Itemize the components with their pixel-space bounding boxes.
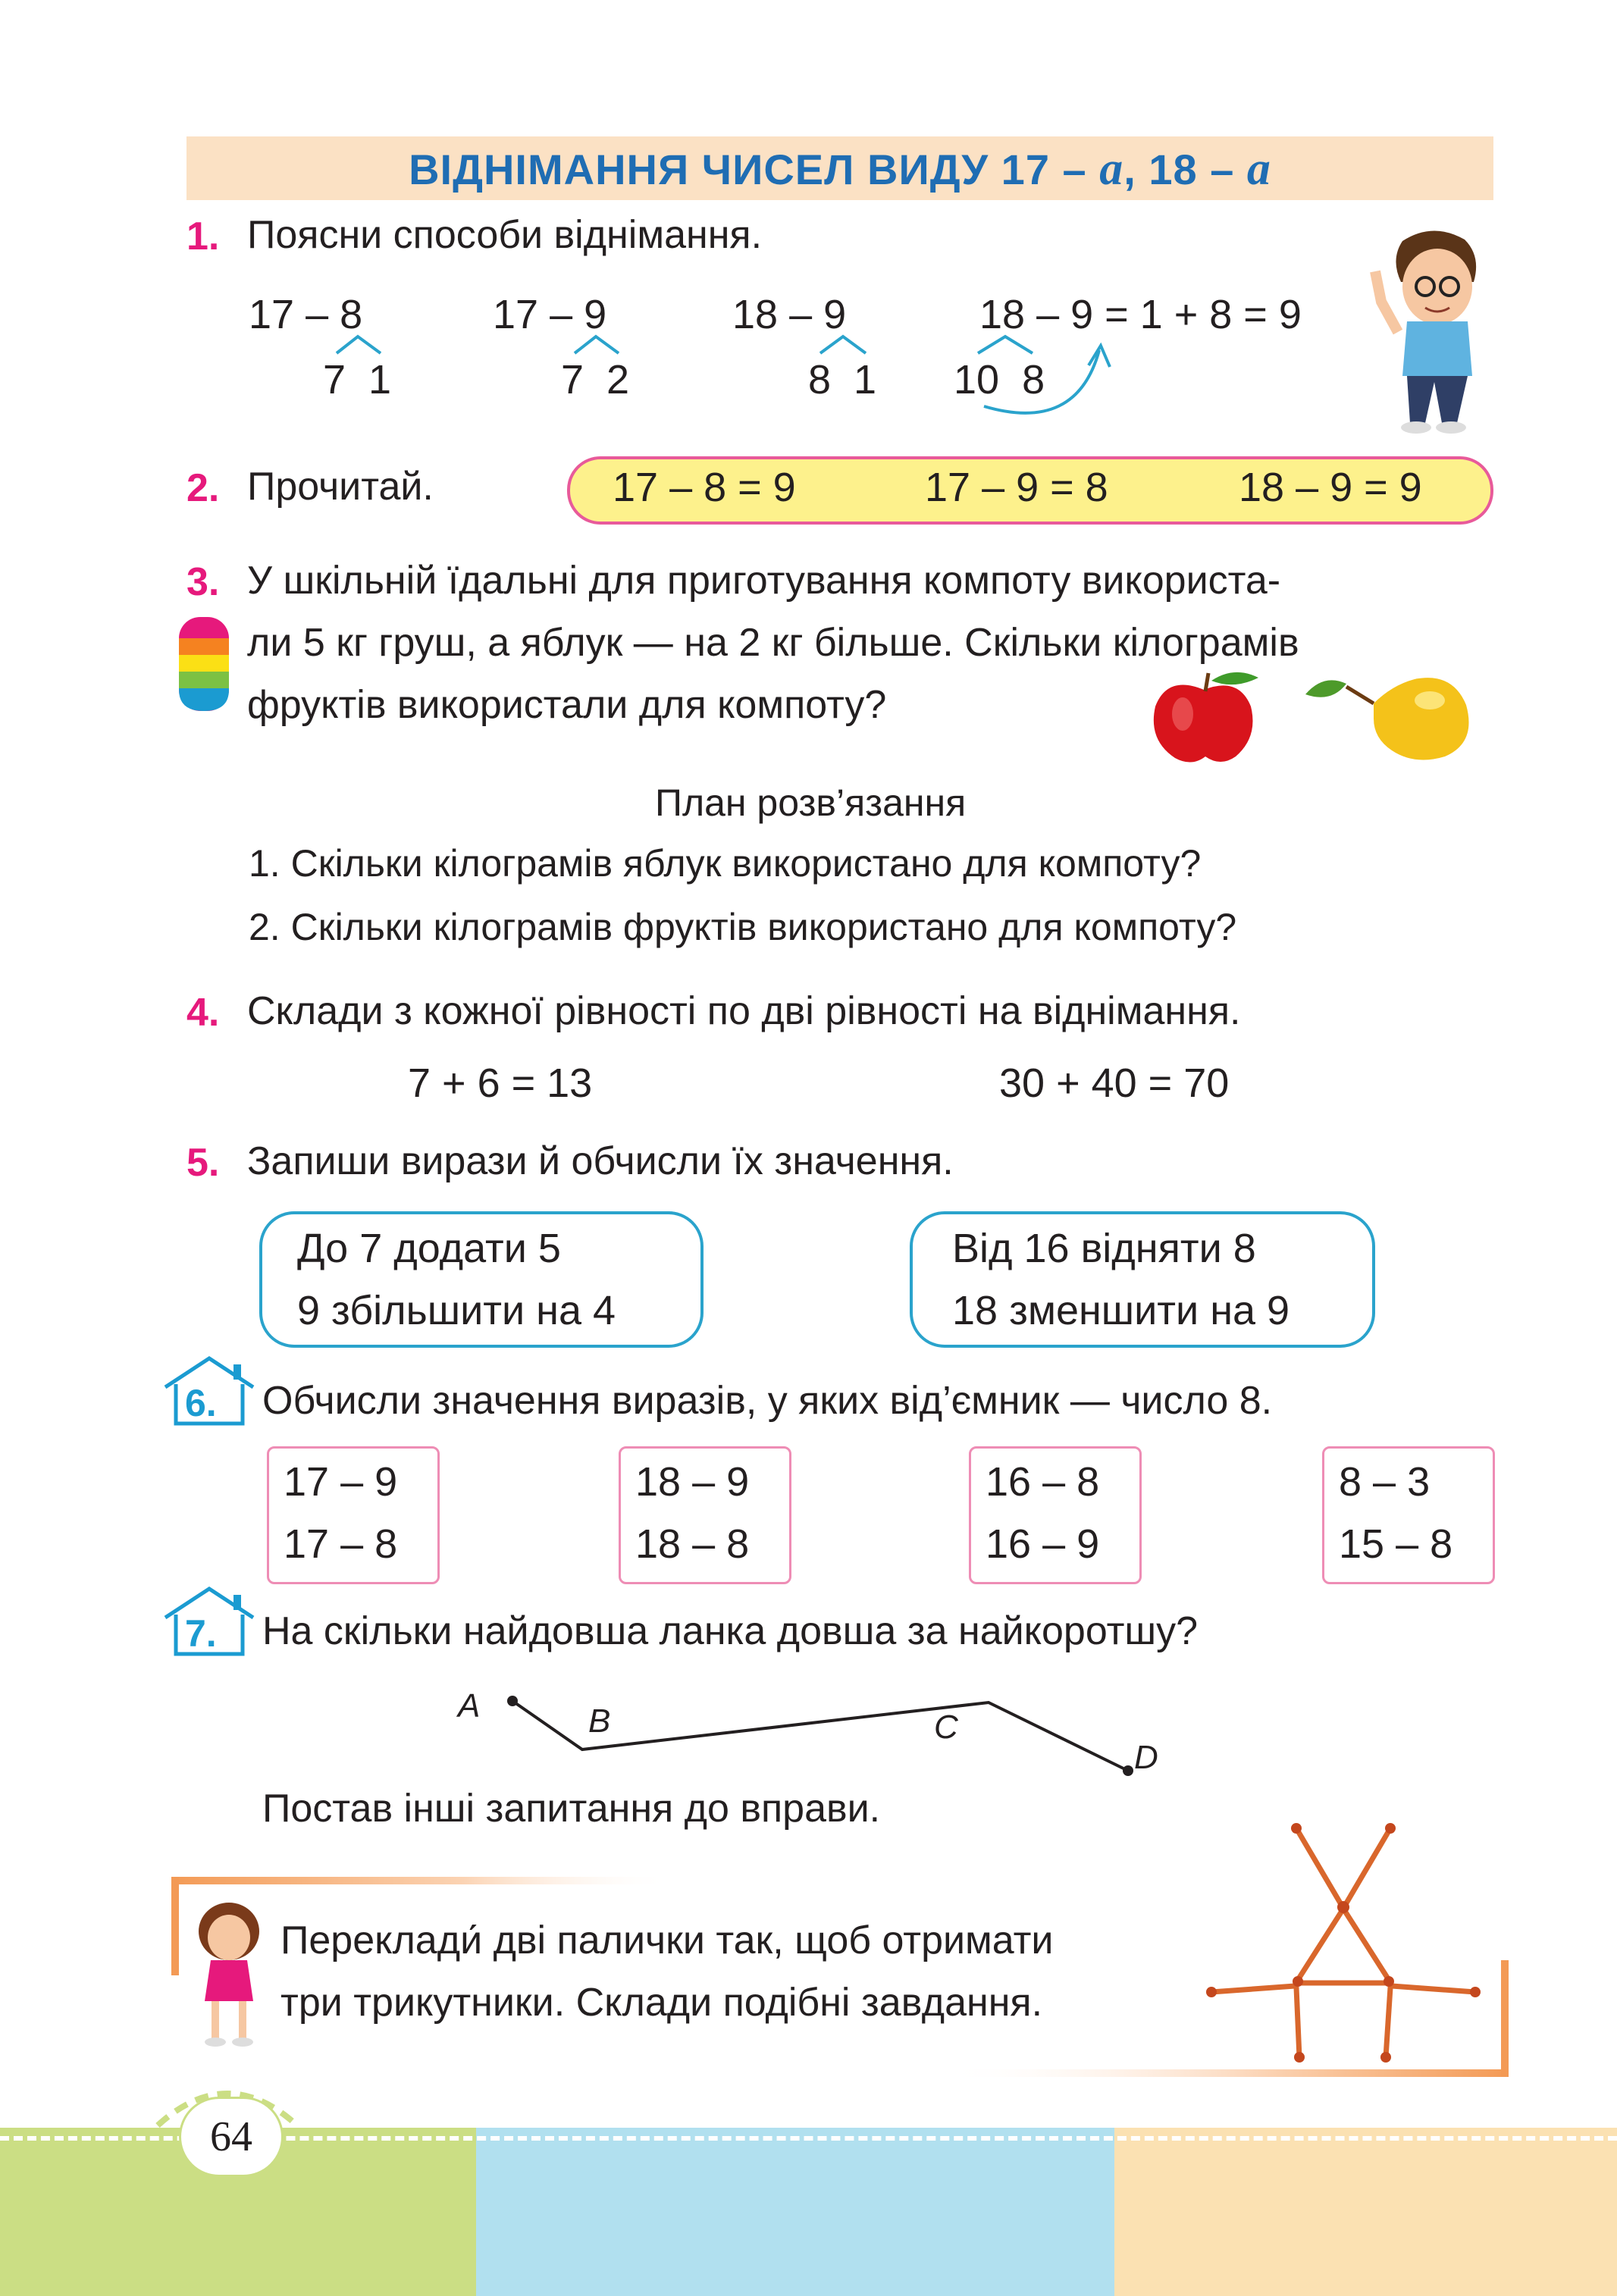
point-label: D bbox=[1134, 1739, 1158, 1776]
task-text: Обчисли значення виразів, у яких від’ємник — число 8. bbox=[262, 1379, 1273, 1423]
page-number: 64 bbox=[179, 2097, 284, 2177]
plan-step: 2. Скільки кілограмів фруктів використано для компоту? bbox=[249, 906, 1237, 948]
broken-line bbox=[0, 1668, 1617, 1789]
task-number: 5. bbox=[186, 1141, 220, 1185]
task-number: 1. bbox=[186, 215, 220, 258]
expression: 17 – 9 bbox=[284, 1459, 398, 1505]
girl-illustration bbox=[193, 1900, 265, 2048]
expression: 17 – 8 bbox=[249, 292, 363, 337]
task-number: 2. bbox=[186, 466, 220, 510]
puzzle-text: три трикутники. Склади подібні завдання. bbox=[280, 1981, 1043, 2025]
pear-icon bbox=[1301, 670, 1475, 763]
point-label: B bbox=[588, 1702, 611, 1740]
expression: 18 – 9 = 1 + 8 = 9 bbox=[979, 292, 1302, 337]
footer-band-orange bbox=[1114, 2128, 1617, 2296]
plan-step: 1. Скільки кілограмів яблук використано для компоту? bbox=[249, 842, 1202, 885]
apple-icon bbox=[1145, 667, 1266, 766]
footer-band-blue bbox=[476, 2128, 1114, 2296]
task-text: Склади з кожної рівності по дві рівності на віднімання. bbox=[247, 989, 1241, 1033]
boy-illustration bbox=[1368, 226, 1496, 435]
expression-phrase: Від 16 відняти 8 bbox=[952, 1226, 1256, 1271]
page-title: ВІДНІМАННЯ ЧИСЕЛ ВИДУ 17 – a, 18 – a bbox=[409, 143, 1271, 195]
matchstick-figure bbox=[1201, 1815, 1489, 2065]
task-text: Поясни способи віднімання. bbox=[247, 213, 763, 257]
task-number: 3. bbox=[186, 560, 220, 604]
expression: 17 – 9 bbox=[493, 292, 607, 337]
decomposition: 10 8 bbox=[954, 357, 1045, 403]
problem-line: У шкільній їдальні для приготування компоту використа- bbox=[247, 559, 1281, 603]
task-text: Прочитай. bbox=[247, 465, 434, 509]
expression: 17 – 8 bbox=[284, 1521, 398, 1567]
decomposition: 7 1 bbox=[323, 357, 392, 403]
decomposition: 7 2 bbox=[561, 357, 630, 403]
task-text: Запиши вирази й обчисли їх значення. bbox=[247, 1139, 954, 1183]
task-number: 7. bbox=[185, 1612, 217, 1655]
expression: 18 – 8 bbox=[635, 1521, 750, 1567]
expression: 8 – 3 bbox=[1339, 1459, 1431, 1505]
equation: 30 + 40 = 70 bbox=[999, 1060, 1230, 1106]
equation: 7 + 6 = 13 bbox=[408, 1060, 593, 1106]
expression-phrase: 18 зменшити на 9 bbox=[952, 1288, 1290, 1333]
extra-question: Постав інші запитання до вправи. bbox=[262, 1787, 881, 1831]
problem-line: ли 5 кг груш, а яблук — на 2 кг більше. Скільки кілограмів bbox=[247, 621, 1299, 665]
equation: 17 – 9 = 8 bbox=[925, 465, 1108, 510]
expression: 18 – 9 bbox=[732, 292, 847, 337]
problem-line: фруктів використали для компоту? bbox=[247, 683, 887, 727]
puzzle-text: Переклади́ дві палички так, щоб отримати bbox=[280, 1919, 1054, 1962]
difficulty-icon bbox=[179, 617, 229, 711]
decomposition: 8 1 bbox=[808, 357, 877, 403]
point-label: C bbox=[934, 1709, 958, 1746]
expression-phrase: 9 збільшити на 4 bbox=[297, 1288, 616, 1333]
task-text: На скільки найдовша ланка довша за найкоротшу? bbox=[262, 1609, 1199, 1653]
equation: 17 – 8 = 9 bbox=[613, 465, 796, 510]
equation: 18 – 9 = 9 bbox=[1239, 465, 1422, 510]
expression: 16 – 9 bbox=[986, 1521, 1100, 1567]
expression: 18 – 9 bbox=[635, 1459, 750, 1505]
expression: 15 – 8 bbox=[1339, 1521, 1453, 1567]
plan-title: План розв’язання bbox=[655, 782, 967, 824]
task-number: 6. bbox=[185, 1382, 217, 1424]
task-number: 4. bbox=[186, 991, 220, 1035]
point-label: A bbox=[458, 1687, 481, 1724]
expression-phrase: До 7 додати 5 bbox=[297, 1226, 561, 1271]
expression: 16 – 8 bbox=[986, 1459, 1100, 1505]
